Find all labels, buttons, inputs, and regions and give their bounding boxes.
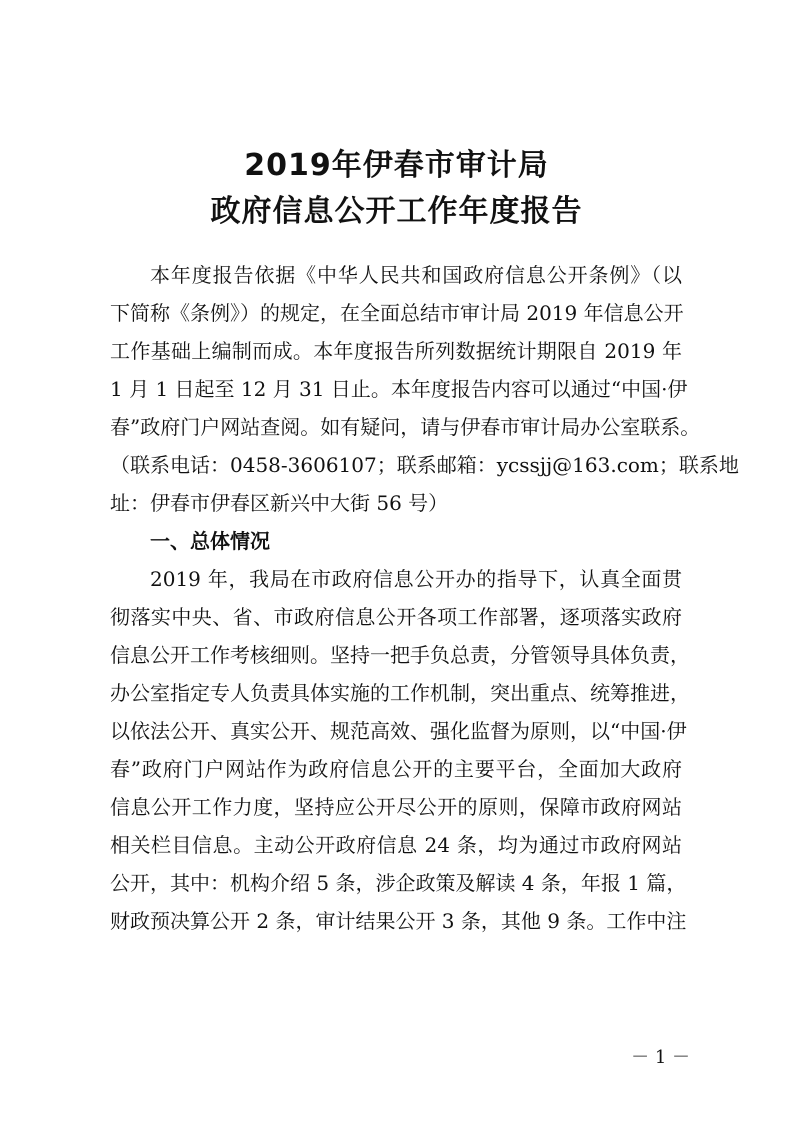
body-line: 财政预决算公开 2 条，审计结果公开 3 条，其他 9 条。工作中注 (110, 909, 687, 933)
body-line: 以依法公开、真实公开、规范高效、强化监督为原则，以“中国·伊 (110, 719, 687, 743)
intro-line: 工作基础上编制而成。本年度报告所列数据统计期限自 2019 年 (110, 339, 682, 363)
intro-line: 下简称《条例》）的规定，在全面总结市审计局 2019 年信息公开 (110, 301, 684, 325)
page-number: － 1 － (631, 1047, 690, 1068)
report-title-line-2: 政府信息公开工作年度报告 (210, 194, 583, 229)
body-line: 2019 年，我局在市政府信息公开办的指导下，认真全面贯 (150, 567, 682, 591)
section-heading-overall: 一、总体情况 (150, 529, 270, 553)
body-line: 办公室指定专人负责具体实施的工作机制，突出重点、统筹推进， (110, 681, 690, 705)
body-line: 信息公开工作考核细则。坚持一把手负总责，分管领导具体负责， (110, 643, 690, 667)
body-line: 相关栏目信息。主动公开政府信息 24 条，均为通过市政府网站 (110, 833, 682, 857)
intro-line: 址：伊春市伊春区新兴中大街 56 号） (110, 491, 449, 515)
body-line: 春”政府门户网站作为政府信息公开的主要平台，全面加大政府 (110, 757, 682, 781)
intro-line: 1 月 1 日起至 12 月 31 日止。本年度报告内容可以通过“中国·伊 (110, 377, 688, 401)
intro-line: 春”政府门户网站查阅。如有疑问，请与伊春市审计局办公室联系。 (110, 415, 701, 439)
intro-line: 本年度报告依据《中华人民共和国政府信息公开条例》（以 (150, 263, 682, 287)
body-line: 公开，其中：机构介绍 5 条，涉企政策及解读 4 条，年报 1 篇， (110, 871, 687, 895)
intro-line: （联系电话：0458-3606107；联系邮箱：ycssjj@163.com；联系地 (110, 453, 739, 477)
report-title-line-1: 2019年伊春市审计局 (244, 148, 549, 183)
body-line: 彻落实中央、省、市政府信息公开各项工作部署，逐项落实政府 (110, 605, 682, 629)
body-line: 信息公开工作力度，坚持应公开尽公开的原则，保障市政府网站 (110, 795, 682, 819)
